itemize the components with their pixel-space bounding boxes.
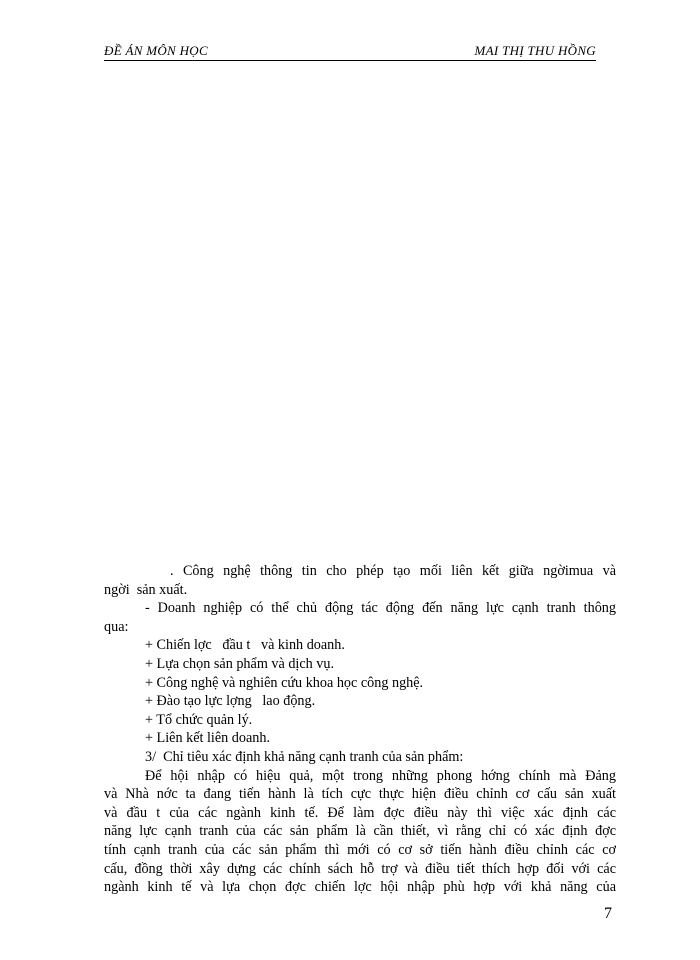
text-line: tính cạnh tranh của các sản phẩm thì mới có cơ sở tiến hành điều chỉnh các cơ: [104, 841, 616, 858]
header-right-text: MAI THỊ THU HỒNG: [474, 43, 596, 58]
list-item: + Liên kết liên doanh.: [145, 730, 271, 747]
body-text: [104, 562, 616, 897]
text-line: và đầu t của các ngành kinh tế. Để làm đợc điều này thì việc xác định các: [104, 804, 616, 821]
header-left-text: ĐỀ ÁN MÔN HỌC: [104, 43, 208, 58]
list-item: + Tổ chức quản lý.: [145, 711, 253, 728]
page-number: 7: [604, 905, 612, 922]
list-item: + Chiến lợc đầu t và kinh doanh.: [145, 637, 345, 654]
text-line: cấu, đồng thời xây dựng các chính sách hỗ trợ và điều tiết thích hợp đối với các: [104, 860, 616, 877]
text-line: qua:: [104, 618, 129, 635]
list-item: + Đào tạo lực lợng lao động.: [145, 693, 316, 710]
text-line: ngời sản xuất.: [104, 581, 188, 598]
text-line: . Công nghệ thông tin cho phép tạo mối liên kết giữa ngờimua và: [170, 563, 616, 579]
text-line: năng lực cạnh tranh của các sản phẩm là cần thiết, vì rằng chỉ có xác định đợc: [104, 823, 616, 840]
text-line: và Nhà nớc ta đang tiến hành là tích cực thực hiện điều chỉnh cơ cấu sản xuất: [104, 786, 616, 803]
text-line: - Doanh nghiệp có thể chủ động tác động đến năng lực cạnh tranh thông: [145, 600, 616, 617]
list-item: + Lựa chọn sản phẩm và dịch vụ.: [145, 655, 335, 672]
text-line: Để hội nhập có hiệu quả, một trong những phong hớng chính mà Đảng: [145, 767, 616, 784]
section-heading: 3/ Chỉ tiêu xác định khả năng cạnh tranh của sản phẩm:: [145, 748, 464, 765]
page-header: [104, 38, 596, 60]
text-line: ngành kinh tế và lựa chọn đợc chiến lợc hội nhập phù hợp với khả năng của: [104, 879, 616, 896]
list-item: + Công nghệ và nghiên cứu khoa học công nghệ.: [145, 674, 424, 691]
header-rule: [104, 60, 596, 61]
